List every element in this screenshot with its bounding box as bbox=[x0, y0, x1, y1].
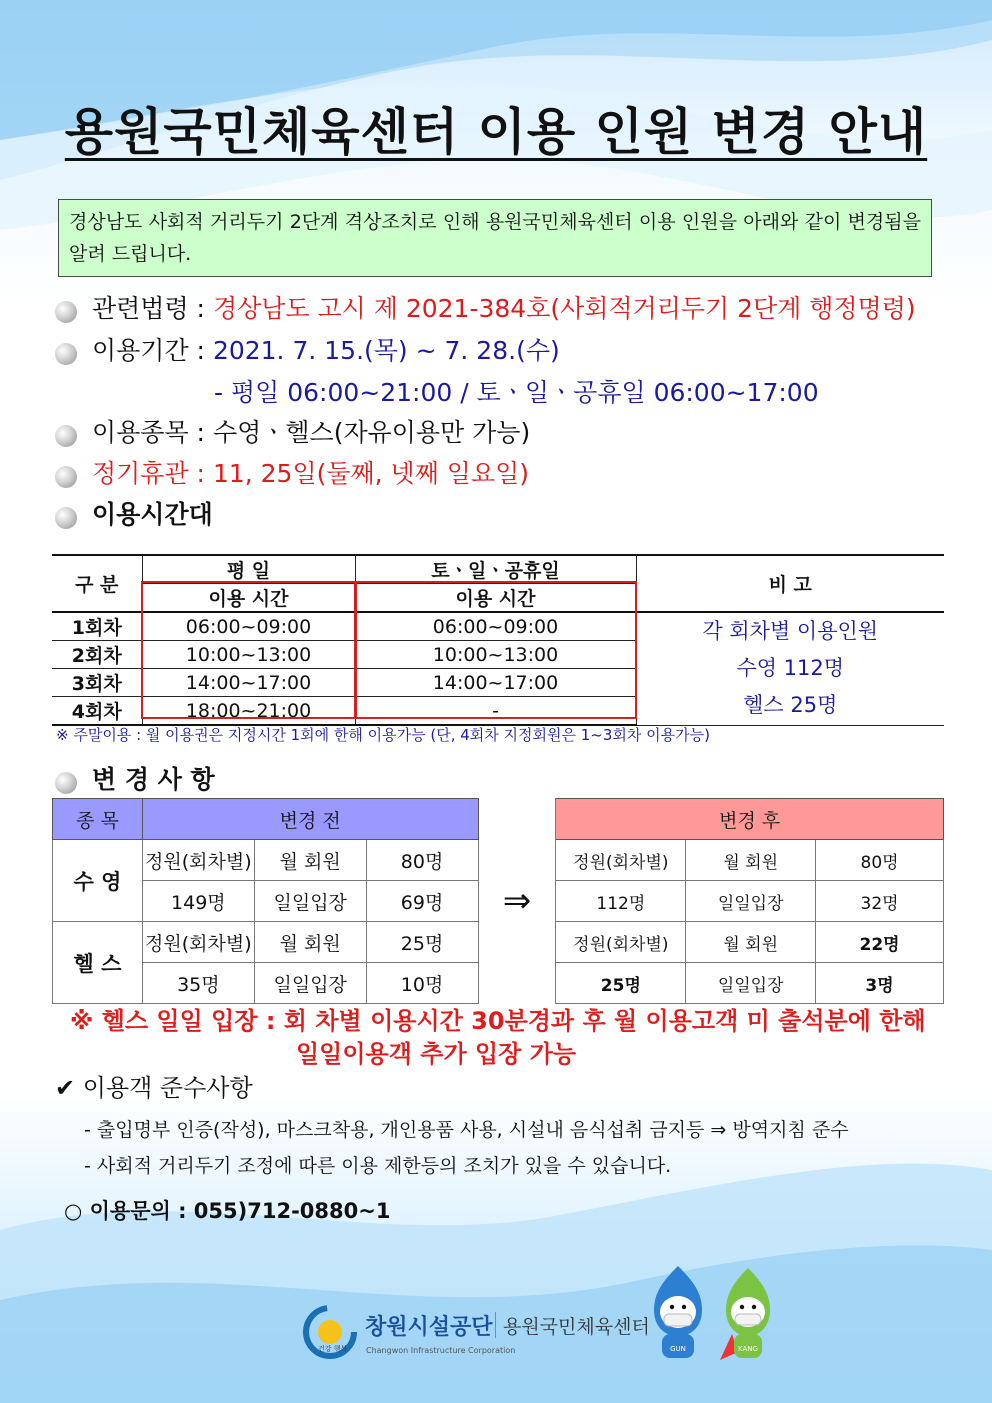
bullet-icon bbox=[55, 507, 77, 529]
highlight-weekend bbox=[355, 581, 637, 719]
org-name: 창원시설공단 bbox=[365, 1315, 493, 1340]
monthly-label: 월 회원 bbox=[254, 922, 366, 963]
daily-label: 일일입장 bbox=[254, 881, 366, 922]
svg-text:KANG: KANG bbox=[738, 1345, 758, 1353]
daily-label: 일일입장 bbox=[686, 963, 816, 1004]
col-item: 종 목 bbox=[53, 799, 143, 840]
before-quota: 35명 bbox=[142, 963, 254, 1004]
center-name: 용원국민체육센터 bbox=[503, 1316, 650, 1338]
warning-line2: 일일이용객 추가 입장 가능 bbox=[296, 1040, 577, 1068]
monthly-label: 월 회원 bbox=[686, 840, 816, 881]
gym-label: 헬 스 bbox=[53, 922, 143, 1004]
before-daily: 69명 bbox=[366, 881, 478, 922]
col-weekend: 토ㆍ일ㆍ공휴일 bbox=[355, 555, 636, 584]
bullet-icon bbox=[55, 425, 77, 447]
after-monthly: 22명 bbox=[816, 922, 944, 963]
sub-time: 이용 시간 bbox=[142, 584, 355, 613]
weekend-time: 06:00~09:00 bbox=[355, 612, 636, 641]
note-line: 각 회차별 이용인원 bbox=[702, 619, 879, 644]
before-daily: 10명 bbox=[366, 963, 478, 1004]
note-line: 헬스 25명 bbox=[743, 693, 838, 718]
page-title: 용원국민체육센터 이용 인원 변경 안내 bbox=[64, 103, 928, 161]
col-before: 변경 전 bbox=[142, 799, 478, 840]
law-label: 관련법령 : bbox=[92, 294, 205, 323]
rule-item: - 출입명부 인증(작성), 마스크착용, 개인용품 사용, 시설내 음식섭취 금지등 ⇒ 방역지침 준수 bbox=[84, 1119, 849, 1141]
rules-heading: 이용객 준수사항 bbox=[82, 1074, 253, 1102]
period-label: 이용기간 : bbox=[92, 336, 205, 365]
round-label: 1회차 bbox=[52, 612, 142, 641]
after-daily: 3명 bbox=[816, 963, 944, 1004]
mascot-blue bbox=[654, 1266, 702, 1358]
before-monthly: 25명 bbox=[366, 922, 478, 963]
monthly-label: 월 회원 bbox=[686, 922, 816, 963]
after-daily: 32명 bbox=[816, 881, 944, 922]
col-after: 변경 후 bbox=[556, 799, 944, 840]
bullet-icon bbox=[55, 772, 77, 794]
highlight-weekday bbox=[141, 581, 356, 719]
weekend-time: 14:00~17:00 bbox=[355, 669, 636, 697]
before-monthly: 80명 bbox=[366, 840, 478, 881]
quota-label: 정원(회차별) bbox=[556, 922, 686, 963]
round-label: 2회차 bbox=[52, 641, 142, 669]
mascots-image bbox=[640, 1262, 790, 1362]
svg-text:GUN: GUN bbox=[670, 1345, 686, 1353]
check-icon: ✔ bbox=[55, 1074, 76, 1102]
weekend-time: - bbox=[355, 697, 636, 726]
law-row bbox=[92, 294, 916, 324]
schedule-footnote: ※ 주말이용 : 월 이용권은 지정시간 1회에 한해 이용가능 (단, 4회차 지정회원은 1~3회차 이용가능) bbox=[56, 726, 710, 744]
weekday-time: 10:00~13:00 bbox=[142, 641, 355, 669]
rule-item: - 사회적 거리두기 조정에 따른 이용 제한등의 조치가 있을 수 있습니다. bbox=[84, 1155, 672, 1177]
arrow-icon: ⇒ bbox=[478, 799, 556, 1004]
daily-label: 일일입장 bbox=[686, 881, 816, 922]
closed-label: 정기휴관 : bbox=[92, 459, 205, 488]
col-weekday: 평 일 bbox=[142, 555, 355, 584]
rules-heading-row bbox=[55, 1073, 253, 1103]
weekend-time: 10:00~13:00 bbox=[355, 641, 636, 669]
after-quota: 112명 bbox=[556, 881, 686, 922]
note-cell bbox=[636, 612, 944, 725]
warning-line1: ※ 헬스 일일 입장 : 회 차별 이용시간 30분경과 후 월 이용고객 미 출석분에 한해 bbox=[70, 1007, 926, 1035]
after-quota: 25명 bbox=[556, 963, 686, 1004]
period-detail: - 평일 06:00~21:00 / 토ㆍ일ㆍ공휴일 06:00~17:00 bbox=[214, 378, 819, 407]
col-note: 비 고 bbox=[636, 555, 944, 612]
items-value: 수영ㆍ헬스(자유이용만 가능) bbox=[212, 418, 531, 447]
note-line: 수영 112명 bbox=[736, 656, 845, 681]
circle-icon: ○ bbox=[64, 1199, 83, 1223]
closed-row bbox=[92, 459, 529, 489]
bullet-icon bbox=[55, 466, 77, 488]
logo-text: 건강 행복 bbox=[318, 1345, 348, 1353]
monthly-label: 월 회원 bbox=[254, 840, 366, 881]
period-row bbox=[92, 336, 560, 366]
sub-time: 이용 시간 bbox=[355, 584, 636, 613]
law-value: 경상남도 고시 제 2021-384호(사회적거리두기 2단계 행정명령) bbox=[212, 294, 916, 323]
timeslot-heading: 이용시간대 bbox=[92, 500, 213, 529]
items-row bbox=[92, 418, 530, 448]
weekday-time: 06:00~09:00 bbox=[142, 612, 355, 641]
col-gubun: 구 분 bbox=[52, 555, 142, 612]
footer-divider bbox=[495, 1312, 496, 1338]
quota-label: 정원(회차별) bbox=[142, 840, 254, 881]
contact-row bbox=[64, 1196, 390, 1226]
round-label: 4회차 bbox=[52, 697, 142, 726]
daily-label: 일일입장 bbox=[254, 963, 366, 1004]
quota-label: 정원(회차별) bbox=[556, 840, 686, 881]
contact-text: 이용문의 : 055)712-0880~1 bbox=[89, 1199, 391, 1223]
bullet-icon bbox=[55, 301, 77, 323]
mascot-green bbox=[720, 1268, 770, 1360]
notice-box: 경상남도 사회적 거리두기 2단계 격상조치로 인해 용원국민체육센터 이용 인원을 아래와 같이 변경됨을 알려 드립니다. bbox=[58, 199, 932, 277]
changes-heading: 변 경 사 항 bbox=[92, 765, 215, 794]
before-quota: 149명 bbox=[142, 881, 254, 922]
weekday-time: 18:00~21:00 bbox=[142, 697, 355, 726]
org-english: Changwon Infrastructure Corporation bbox=[366, 1346, 516, 1355]
changes-table bbox=[52, 798, 944, 1004]
after-monthly: 80명 bbox=[816, 840, 944, 881]
swim-label: 수 영 bbox=[53, 840, 143, 922]
period-value: 2021. 7. 15.(목) ~ 7. 28.(수) bbox=[212, 336, 560, 365]
quota-label: 정원(회차별) bbox=[142, 922, 254, 963]
weekday-time: 14:00~17:00 bbox=[142, 669, 355, 697]
bullet-icon bbox=[55, 343, 77, 365]
items-label: 이용종목 : bbox=[92, 418, 205, 447]
round-label: 3회차 bbox=[52, 669, 142, 697]
closed-value: 11, 25일(둘째, 넷째 일요일) bbox=[212, 459, 530, 488]
